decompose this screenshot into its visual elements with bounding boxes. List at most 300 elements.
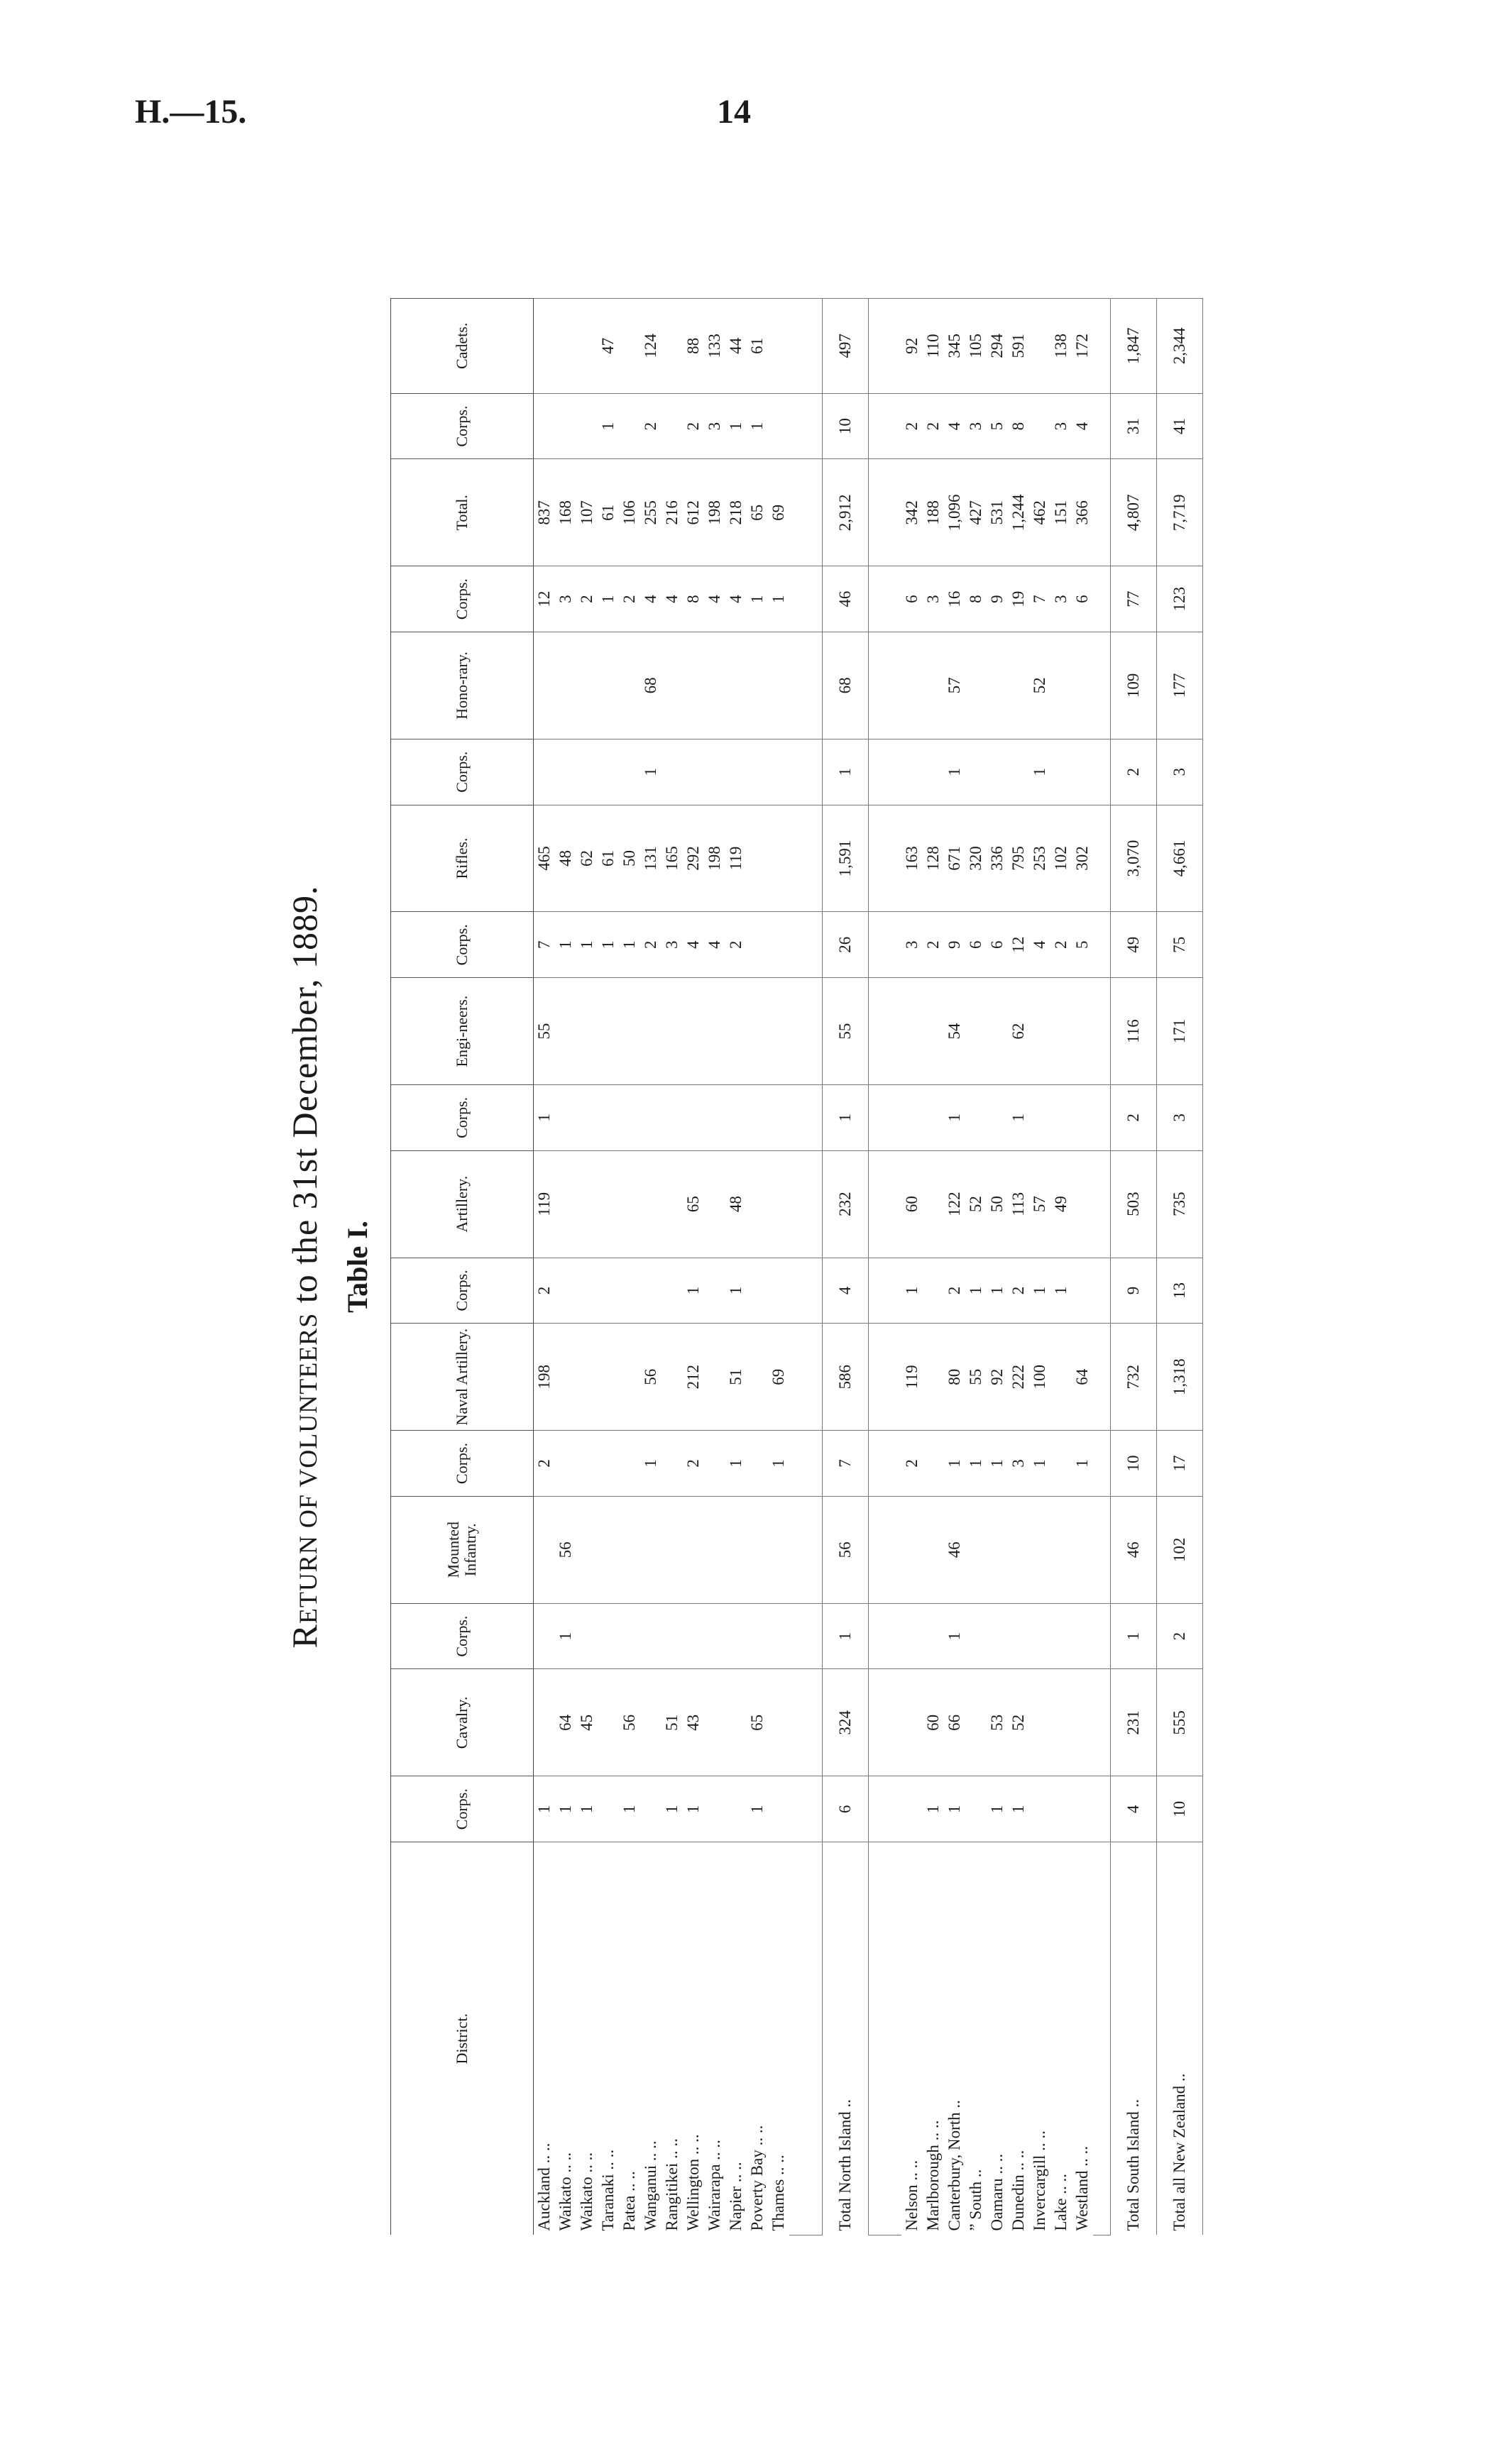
cell-tot: 531	[987, 459, 1008, 566]
cell-tot: 168	[555, 459, 576, 566]
cell-art-c	[555, 1258, 576, 1324]
cell-eng-c	[987, 1085, 1008, 1151]
cell-mi	[1072, 1496, 1093, 1603]
cell-eng	[1050, 978, 1072, 1085]
cell-mi-c	[640, 1603, 662, 1669]
cell-hon-c	[534, 739, 556, 805]
table-row	[662, 299, 683, 2235]
cell-na-c: 7	[823, 1431, 869, 1497]
cell-rif: 795	[1008, 805, 1029, 912]
col-corps: Corps.	[391, 1431, 534, 1497]
cell-eng-c	[1029, 1085, 1050, 1151]
cell-cad-c	[1029, 393, 1050, 459]
cell-art-c: 1	[725, 1258, 747, 1324]
cell-rif: 163	[901, 805, 923, 912]
cell-district: Oamaru .. ..	[987, 1842, 1008, 2235]
document-code: H.—15.	[135, 93, 247, 131]
cell-tot-c: 7	[1029, 566, 1050, 632]
cell-cav: 43	[683, 1669, 704, 1776]
cell-tot: 198	[704, 459, 725, 566]
total-north-island-row	[823, 299, 869, 2235]
cell-district: Marlborough .. ..	[923, 1842, 944, 2235]
table-title	[284, 298, 325, 2235]
cell-eng	[555, 978, 576, 1085]
cell-na: 119	[901, 1324, 923, 1431]
cell-rif-c: 4	[704, 912, 725, 978]
cell-district: Napier .. ..	[725, 1842, 747, 2235]
cell-hon	[987, 632, 1008, 739]
cell-eng	[1029, 978, 1050, 1085]
cell-mi-c	[683, 1603, 704, 1669]
cell-cad-c: 3	[1050, 393, 1072, 459]
cell-cav	[640, 1669, 662, 1776]
total-new-zealand-row	[1157, 299, 1203, 2235]
cell-cav-c	[725, 1776, 747, 1842]
cell-mi: 56	[555, 1496, 576, 1603]
cell-rif-c: 1	[555, 912, 576, 978]
cell-cad: 138	[1050, 299, 1072, 394]
cell-eng	[725, 978, 747, 1085]
cell-mi	[747, 1496, 768, 1603]
cell-hon-c	[555, 739, 576, 805]
cell-rif: 292	[683, 805, 704, 912]
cell-art-c: 1	[901, 1258, 923, 1324]
table-row	[901, 299, 923, 2235]
table-row	[1008, 299, 1029, 2235]
cell-tot: 255	[640, 459, 662, 566]
cell-tot-c: 8	[965, 566, 987, 632]
cell-art-c: 4	[823, 1258, 869, 1324]
cell-cad-c	[768, 393, 789, 459]
cell-rif-c: 9	[944, 912, 965, 978]
cell-art-c	[704, 1258, 725, 1324]
cell-cav	[965, 1669, 987, 1776]
cell-art-c: 9	[1111, 1258, 1157, 1324]
cell-tot: 462	[1029, 459, 1050, 566]
cell-eng	[704, 978, 725, 1085]
cell-cad-c: 10	[823, 393, 869, 459]
cell-hon-c: 1	[823, 739, 869, 805]
cell-mi	[901, 1496, 923, 1603]
cell-cad	[555, 299, 576, 394]
cell-na-c	[747, 1431, 768, 1497]
cell-hon	[965, 632, 987, 739]
cell-eng-c: 1	[823, 1085, 869, 1151]
cell-na-c: 1	[768, 1431, 789, 1497]
cell-hon-c	[662, 739, 683, 805]
cell-mi-c	[768, 1603, 789, 1669]
cell-tot-c: 123	[1157, 566, 1203, 632]
cell-cad	[534, 299, 556, 394]
col-corps: Corps.	[391, 739, 534, 805]
cell-eng-c: 1	[534, 1085, 556, 1151]
cell-eng-c	[619, 1085, 640, 1151]
cell-eng-c	[555, 1085, 576, 1151]
cell-rif: 320	[965, 805, 987, 912]
cell-na	[662, 1324, 683, 1431]
cell-hon-c	[619, 739, 640, 805]
cell-tot-c: 2	[619, 566, 640, 632]
cell-mi	[534, 1496, 556, 1603]
cell-cav: 60	[923, 1669, 944, 1776]
cell-rif-c: 2	[923, 912, 944, 978]
cell-art-c: 1	[1050, 1258, 1072, 1324]
cell-na	[619, 1324, 640, 1431]
cell-mi-c	[965, 1603, 987, 1669]
cell-cad-c: 2	[923, 393, 944, 459]
cell-na-c: 1	[965, 1431, 987, 1497]
cell-art-c: 2	[1008, 1258, 1029, 1324]
cell-tot-c: 19	[1008, 566, 1029, 632]
cell-tot: 366	[1072, 459, 1093, 566]
title-small-caps: ETURN OF VOLUNTEERS	[294, 1312, 322, 1624]
cell-cav: 231	[1111, 1669, 1157, 1776]
cell-cad: 105	[965, 299, 987, 394]
cell-na: 100	[1029, 1324, 1050, 1431]
cell-tot: 2,912	[823, 459, 869, 566]
cell-hon-c	[987, 739, 1008, 805]
col-cavalry: Cavalry.	[391, 1669, 534, 1776]
rotated-table-region	[270, 298, 1221, 2235]
cell-mi	[576, 1496, 598, 1603]
cell-cad: 133	[704, 299, 725, 394]
spacer-row	[1093, 299, 1111, 2235]
cell-art	[1072, 1150, 1093, 1258]
cell-art-c	[1072, 1258, 1093, 1324]
cell-na: 64	[1072, 1324, 1093, 1431]
table-row	[944, 299, 965, 2235]
cell-hon-c	[768, 739, 789, 805]
cell-art: 65	[683, 1150, 704, 1258]
cell-eng: 55	[823, 978, 869, 1085]
cell-mi: 56	[823, 1496, 869, 1603]
cell-cad-c: 1	[747, 393, 768, 459]
cell-na-c	[1050, 1431, 1072, 1497]
cell-eng-c	[901, 1085, 923, 1151]
cell-tot: 612	[683, 459, 704, 566]
cell-tot-c: 4	[704, 566, 725, 632]
cell-cad: 124	[640, 299, 662, 394]
cell-tot: 216	[662, 459, 683, 566]
cell-rif: 62	[576, 805, 598, 912]
cell-eng-c	[768, 1085, 789, 1151]
cell-rif: 131	[640, 805, 662, 912]
cell-cav: 52	[1008, 1669, 1029, 1776]
cell-art-c	[576, 1258, 598, 1324]
cell-district: ” South ..	[965, 1842, 987, 2235]
cell-tot-c: 2	[576, 566, 598, 632]
cell-cav-c: 1	[944, 1776, 965, 1842]
table-row	[768, 299, 789, 2235]
cell-rif: 336	[987, 805, 1008, 912]
col-corps: Corps.	[391, 1603, 534, 1669]
cell-art	[555, 1150, 576, 1258]
header-row	[391, 299, 534, 2235]
cell-tot: 837	[534, 459, 556, 566]
cell-art: 122	[944, 1150, 965, 1258]
cell-eng	[768, 978, 789, 1085]
cell-cad: 172	[1072, 299, 1093, 394]
cell-district: Taranaki .. ..	[598, 1842, 619, 2235]
cell-district: Invercargill .. ..	[1029, 1842, 1050, 2235]
cell-mi	[619, 1496, 640, 1603]
table-row	[619, 299, 640, 2235]
cell-art-c	[747, 1258, 768, 1324]
cell-na	[576, 1324, 598, 1431]
table-row	[576, 299, 598, 2235]
cell-mi	[704, 1496, 725, 1603]
cell-eng	[683, 978, 704, 1085]
cell-eng: 55	[534, 978, 556, 1085]
table-body	[534, 299, 1203, 2235]
cell-hon	[747, 632, 768, 739]
cell-eng: 54	[944, 978, 965, 1085]
cell-eng-c	[965, 1085, 987, 1151]
table-row	[1029, 299, 1050, 2235]
cell-mi-c: 1	[944, 1603, 965, 1669]
table-row	[725, 299, 747, 2235]
cell-cad	[1029, 299, 1050, 394]
cell-mi	[598, 1496, 619, 1603]
cell-mi-c	[576, 1603, 598, 1669]
cell-cad: 92	[901, 299, 923, 394]
cell-mi-c	[725, 1603, 747, 1669]
cell-art	[598, 1150, 619, 1258]
cell-cad-c: 4	[944, 393, 965, 459]
cell-eng: 171	[1157, 978, 1203, 1085]
cell-cav	[534, 1669, 556, 1776]
cell-cav	[1029, 1669, 1050, 1776]
spacer-row	[789, 299, 823, 2235]
cell-mi-c	[923, 1603, 944, 1669]
cell-hon	[598, 632, 619, 739]
cell-na-c: 2	[901, 1431, 923, 1497]
cell-na-c: 1	[640, 1431, 662, 1497]
cell-tot-c: 8	[683, 566, 704, 632]
col-corps: Corps.	[391, 393, 534, 459]
cell-art	[619, 1150, 640, 1258]
table-row	[683, 299, 704, 2235]
cell-hon	[1008, 632, 1029, 739]
cell-hon	[534, 632, 556, 739]
cell-tot-c: 3	[555, 566, 576, 632]
cell-art: 232	[823, 1150, 869, 1258]
cell-na: 732	[1111, 1324, 1157, 1431]
cell-na: 1,318	[1157, 1324, 1203, 1431]
cell-district: Patea .. ..	[619, 1842, 640, 2235]
cell-cav: 53	[987, 1669, 1008, 1776]
cell-district: Waikato .. ..	[555, 1842, 576, 2235]
cell-hon: 109	[1111, 632, 1157, 739]
cell-district: Lake .. ..	[1050, 1842, 1072, 2235]
page-number: 14	[717, 93, 751, 131]
cell-art: 60	[901, 1150, 923, 1258]
cell-art-c: 13	[1157, 1258, 1203, 1324]
cell-cad-c: 1	[598, 393, 619, 459]
cell-eng	[662, 978, 683, 1085]
cell-art	[768, 1150, 789, 1258]
cell-art: 49	[1050, 1150, 1072, 1258]
cell-rif-c: 1	[598, 912, 619, 978]
cell-cav-c: 1	[1008, 1776, 1029, 1842]
cell-cav	[901, 1669, 923, 1776]
cell-cav-c: 1	[576, 1776, 598, 1842]
volunteers-table	[390, 298, 1203, 2235]
cell-na: 198	[534, 1324, 556, 1431]
cell-eng	[901, 978, 923, 1085]
cell-cad: 591	[1008, 299, 1029, 394]
cell-eng	[619, 978, 640, 1085]
cell-cad-c	[576, 393, 598, 459]
cell-rif-c: 49	[1111, 912, 1157, 978]
col-total: Total.	[391, 459, 534, 566]
cell-district: Poverty Bay .. ..	[747, 1842, 768, 2235]
cell-art-c: 1	[987, 1258, 1008, 1324]
cell-tot: 188	[923, 459, 944, 566]
title-prefix: R	[285, 1624, 324, 1649]
cell-hon	[901, 632, 923, 739]
cell-mi-c	[1029, 1603, 1050, 1669]
cell-hon: 57	[944, 632, 965, 739]
cell-tot-c: 4	[725, 566, 747, 632]
cell-eng-c	[1072, 1085, 1093, 1151]
cell-cad: 47	[598, 299, 619, 394]
cell-na	[1050, 1324, 1072, 1431]
cell-rif-c	[747, 912, 768, 978]
cell-rif	[768, 805, 789, 912]
cell-cav-c: 4	[1111, 1776, 1157, 1842]
cell-eng	[965, 978, 987, 1085]
cell-na	[747, 1324, 768, 1431]
cell-cad-c	[619, 393, 640, 459]
cell-eng	[747, 978, 768, 1085]
cell-na-c: 2	[534, 1431, 556, 1497]
cell-na-c	[598, 1431, 619, 1497]
cell-district: Dunedin .. ..	[1008, 1842, 1029, 2235]
cell-art: 57	[1029, 1150, 1050, 1258]
cell-district: Wellington .. ..	[683, 1842, 704, 2235]
title-rest: to the 31st December, 1889.	[285, 885, 324, 1313]
cell-rif: 61	[598, 805, 619, 912]
cell-rif: 48	[555, 805, 576, 912]
cell-rif-c: 1	[619, 912, 640, 978]
cell-rif: 198	[704, 805, 725, 912]
col-district: District.	[391, 1842, 534, 2235]
cell-mi	[1008, 1496, 1029, 1603]
cell-hon	[683, 632, 704, 739]
cell-mi-c	[619, 1603, 640, 1669]
cell-na-c: 1	[944, 1431, 965, 1497]
cell-tot-c: 16	[944, 566, 965, 632]
cell-mi-c	[1008, 1603, 1029, 1669]
cell-na-c	[576, 1431, 598, 1497]
cell-cav: 51	[662, 1669, 683, 1776]
cell-cav-c: 6	[823, 1776, 869, 1842]
cell-art: 52	[965, 1150, 987, 1258]
cell-cav-c: 1	[987, 1776, 1008, 1842]
col-cadets: Cadets.	[391, 299, 534, 394]
cell-hon	[704, 632, 725, 739]
cell-tot: 151	[1050, 459, 1072, 566]
cell-cad-c: 8	[1008, 393, 1029, 459]
cell-tot: 107	[576, 459, 598, 566]
cell-district: Wairarapa .. ..	[704, 1842, 725, 2235]
cell-mi-c: 1	[555, 1603, 576, 1669]
cell-na: 80	[944, 1324, 965, 1431]
cell-cad-c: 1	[725, 393, 747, 459]
spacer-row	[869, 299, 902, 2235]
cell-eng-c	[576, 1085, 598, 1151]
cell-mi-c: 2	[1157, 1603, 1203, 1669]
cell-rif-c: 5	[1072, 912, 1093, 978]
cell-tot-c: 1	[768, 566, 789, 632]
cell-eng-c	[683, 1085, 704, 1151]
cell-rif-c: 2	[725, 912, 747, 978]
cell-eng-c: 1	[1008, 1085, 1029, 1151]
cell-cav-c	[598, 1776, 619, 1842]
cell-mi	[1050, 1496, 1072, 1603]
cell-art: 50	[987, 1150, 1008, 1258]
cell-rif-c: 6	[965, 912, 987, 978]
cell-mi-c	[747, 1603, 768, 1669]
cell-hon-c	[1072, 739, 1093, 805]
cell-art-c: 1	[965, 1258, 987, 1324]
cell-rif: 465	[534, 805, 556, 912]
cell-art: 119	[534, 1150, 556, 1258]
cell-cad-c: 5	[987, 393, 1008, 459]
cell-tot: 65	[747, 459, 768, 566]
cell-mi-c: 1	[1111, 1603, 1157, 1669]
cell-cad-c	[662, 393, 683, 459]
cell-district: Total North Island ..	[823, 1842, 869, 2235]
cell-tot-c: 9	[987, 566, 1008, 632]
cell-cad: 345	[944, 299, 965, 394]
cell-hon-c: 1	[1029, 739, 1050, 805]
cell-eng	[987, 978, 1008, 1085]
cell-cav-c: 1	[555, 1776, 576, 1842]
cell-tot: 218	[725, 459, 747, 566]
cell-na-c: 1	[725, 1431, 747, 1497]
cell-eng-c	[662, 1085, 683, 1151]
cell-mi-c	[987, 1603, 1008, 1669]
cell-mi-c	[704, 1603, 725, 1669]
cell-mi	[683, 1496, 704, 1603]
cell-rif: 1,591	[823, 805, 869, 912]
cell-hon-c	[747, 739, 768, 805]
cell-hon	[1050, 632, 1072, 739]
cell-mi-c	[1050, 1603, 1072, 1669]
cell-eng-c: 2	[1111, 1085, 1157, 1151]
cell-cad-c: 2	[901, 393, 923, 459]
cell-na	[598, 1324, 619, 1431]
cell-district: Wanganui .. ..	[640, 1842, 662, 2235]
cell-cad	[576, 299, 598, 394]
cell-rif-c: 2	[1050, 912, 1072, 978]
cell-cad-c	[555, 393, 576, 459]
cell-tot: 61	[598, 459, 619, 566]
cell-district: Waikato .. ..	[576, 1842, 598, 2235]
cell-rif: 128	[923, 805, 944, 912]
cell-eng	[923, 978, 944, 1085]
col-honorary: Hono-rary.	[391, 632, 534, 739]
cell-eng: 116	[1111, 978, 1157, 1085]
cell-rif: 119	[725, 805, 747, 912]
cell-cad	[619, 299, 640, 394]
cell-tot-c: 6	[1072, 566, 1093, 632]
cell-art	[576, 1150, 598, 1258]
cell-art	[747, 1150, 768, 1258]
table-row	[534, 299, 556, 2235]
